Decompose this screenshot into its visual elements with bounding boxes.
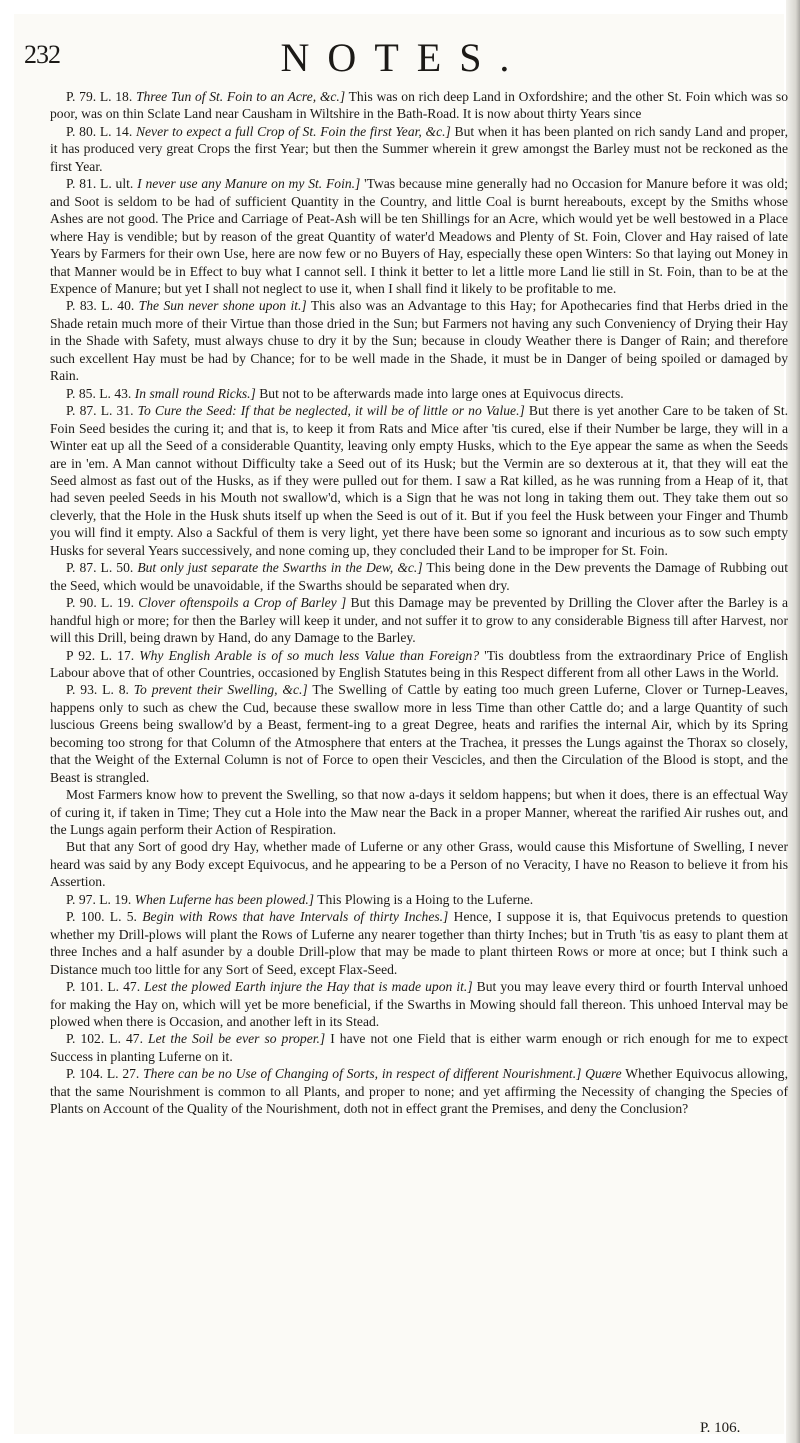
note-lemma: The Sun never shone upon it.] <box>138 298 307 314</box>
note-paragraph <box>50 123 788 175</box>
note-text: I have not one Field that is either warm enough or rich enough for me to expect Success in planting Luferne on it. <box>50 1031 788 1064</box>
note-text: Whether Equivocus allowing, that the same Nourishment is common to all Plants, and proper to none; and yet affirming the Necessity of changing the Species of Plants on Account of the Quality of the Nourishment, doth not in effect grant the Premises, and deny the Conclusion? <box>50 1066 788 1117</box>
note-reference: P. 102. L. 47. <box>66 1031 143 1047</box>
note-paragraph <box>50 786 788 838</box>
note-lemma: Begin with Rows that have Intervals of thirty Inches.] <box>142 909 449 925</box>
note-paragraph <box>50 88 788 123</box>
note-paragraph <box>50 297 788 384</box>
page-number: 232 <box>24 40 60 69</box>
note-lemma: There can be no Use of Changing of Sorts, in respect of different Nourishment.] Quære <box>143 1066 622 1082</box>
note-reference: P. 93. L. 8. <box>66 682 129 698</box>
note-paragraph <box>50 978 788 1030</box>
note-text: Most Farmers know how to prevent the Swelling, so that now a-days it seldom happens; but when it does, there is an effectual Way of curing it, if taken in Time; They cut a Hole into the Maw near the Back in a proper Manner, whereat the rarified Air rushes out, and the Lungs again perform their Action of Respiration. <box>50 787 788 838</box>
page-edge-shadow <box>786 0 800 1443</box>
note-reference: P. 85. L. 43. <box>66 385 132 401</box>
note-text: 'Tis doubtless from the extraordinary Price of English Labour above that of other Countries, occasioned by English Statutes being in this Respect different from all other Laws in the World. <box>50 647 788 680</box>
note-reference: P. 79. L. 18. <box>66 89 133 104</box>
note-lemma: To Cure the Seed: If that be neglected, it will be of little or no Value.] <box>137 403 525 419</box>
notes-body <box>50 88 788 1118</box>
note-text: The Swelling of Cattle by eating too much green Luferne, Clover or Turnep-Leaves, happens only to such as chew the Cud, because these swallow more in less Time than other Cattle do; and a large Quantity of such luscious Greens being swallow'd by a Beast, ferment-ing to a great Degree, heats and rarifies the internal Air, which by its Spring becoming too strong for that Column of the Atmosphere that enters at the Trachea, it presses the Lungs against the Thorax so closely, that the Weight of the External Column is not of Force to open their Vescicles, and then the Circulation of the Blood is stopt, and the Beast is strangled. <box>50 682 788 785</box>
note-text: Hence, I suppose it is, that Equivocus pretends to question whether my Drill-plows will plant the Rows of Luferne any nearer together than thirty Inches; but in Truth 'tis as easy to plant them at three Inches and a half asunder by a double Drill-plow that may be made to plant thirteen Rows or more at once; but I think such a Distance much too little for any Sort of Seed, except Flax-Seed. <box>50 909 789 977</box>
note-reference: P 92. L. 17. <box>66 647 135 663</box>
note-lemma: When Luferne has been plowed.] <box>134 891 315 907</box>
catchword: P. 106. <box>700 1420 741 1436</box>
note-text: 'Twas because mine generally had no Occasion for Manure before it was old; and Soot is seldom to be had of sufficient Quantity in the Country, and little Coal is burnt hereabouts, except by the Smiths whose Ashes are not good. The Price and Carriage of Peat-Ash will be ten Shillings for an Acre, which would yet be well bestowed in a Place where Hay is vendible; but by reason of the great Quantity of water'd Meadows and Plenty of St. Foin, Clover and Hay raised of late Years by Farmers for their own Use, here are now few or no Buyers of Hay, especially these open Winters: So that laying out Money in that Manner would be in Effect to buy what I cannot sell. I think it better to let a little more Land lie still in St. Foin, than to be at the Expence of Manure; but yet I shall not neglect to use it, when I shall find it likely to be profitable to me. <box>50 176 789 296</box>
note-reference: P. 97. L. 19. <box>66 891 132 907</box>
note-lemma: Lest the plowed Earth injure the Hay that is made upon it.] <box>144 979 473 995</box>
note-text: This also was an Advantage to this Hay; for Apothecaries find that Herbs dried in the Shade retain much more of their Virtue than those dried in the Sun; but Farmers not having any such Conveniency of Drying their Hay in the Shade with Safety, must always chuse to dry it by the Sun; because in cloudy Weather there is Danger of Rain; and therefore such excellent Hay must be had by Chance; for to be well made in the Shade, it must be in Danger of being spoiled or damaged by Rain. <box>50 298 788 384</box>
note-lemma: Let the Soil be ever so proper.] <box>148 1031 326 1047</box>
page-header <box>24 35 764 80</box>
note-lemma: Why English Arable is of so much less Value than Foreign? <box>139 647 480 663</box>
note-lemma: But only just separate the Swarths in the Dew, &c.] <box>137 560 423 576</box>
note-reference: P. 90. L. 19. <box>66 595 134 611</box>
note-text: But when it has been planted on rich sandy Land and proper, it has produced very great Crops the first Year; but then the Summer wherein it grew amongst the Barley must not be reckoned as the first Year. <box>50 123 788 174</box>
note-reference: P. 83. L. 40. <box>66 298 135 314</box>
note-paragraph <box>50 594 788 646</box>
note-paragraph <box>50 385 788 402</box>
note-text: This being done in the Dew prevents the Damage of Rubbing out the Seed, which would be unavoidable, if the Swarths should be separated when dry. <box>50 560 788 593</box>
note-text: But that any Sort of good dry Hay, whether made of Luferne or any other Grass, would cause this Misfortune of Swelling, I never heard was said by any Body except Equivocus, and he appearing to be a Person of no Veracity, I have no Reason to believe it from his Assertion. <box>50 839 788 890</box>
note-lemma: Clover oftenspoils a Crop of Barley ] <box>138 595 347 611</box>
running-head: NOTES. <box>280 35 528 80</box>
note-reference: P. 101. L. 47. <box>66 979 141 995</box>
note-reference: P. 87. L. 50. <box>66 560 134 576</box>
note-text: But there is yet another Care to be taken of St. Foin Seed besides the curing it; and that is, to keep it from Rats and Mice after 'tis cured, else if their Number be large, they will in a Winter eat up all the Seed of a considerable Quantity, leaving only empty Husks, which to the Eye appear the same as when the Seeds are in 'em. A Man cannot without Difficulty take a Seed out of its Husk; but the Vermin are so dexterous at it, that they will eat the Seed almost as fast out of the Husks, as if they were pulled out for them. I saw a Rat killed, as he was running from a Heap of it, that had seven peeled Seeds in his Mouth not swallow'd, which is a Sign that he was not long in taking them out. They take them out so cleverly, that the Hole in the Husk shuts itself up when the Seed is out of it. But if you feel the Husk between your Finger and Thumb you will find it empty. Also a Sackful of them is very light, yet there have been some so ignorant and incurious as to sow such empty Husks for several Years successively, and none coming up, they concluded their Land to be improper for St. Foin. <box>50 403 789 558</box>
note-text: This was on rich deep Land in Oxfordshire; and the other St. Foin which was so poor, was on thin Sclate Land near Causham in Wiltshire in the Bath-Road. It is now about thirty Years since <box>50 89 788 122</box>
note-text: But you may leave every third or fourth Interval unhoed for making the Hay on, which will yet be more beneficial, if the Swarths in Mowing should fall thereon. This unhoed Interval may be plowed when there is Occasion, and another left in its Stead. <box>50 979 788 1030</box>
note-paragraph <box>50 647 788 682</box>
note-paragraph <box>50 559 788 594</box>
note-lemma: In small round Ricks.] <box>134 385 256 401</box>
note-reference: P. 100. L. 5. <box>66 909 137 925</box>
note-lemma: Three Tun of St. Foin to an Acre, &c.] <box>135 89 346 104</box>
note-paragraph <box>50 1065 788 1117</box>
note-lemma: Never to expect a full Crop of St. Foin the first Year, &c.] <box>135 123 451 139</box>
note-paragraph <box>50 891 788 908</box>
book-page <box>14 14 789 1436</box>
note-reference: P. 80. L. 14. <box>66 123 133 139</box>
note-paragraph <box>50 838 788 890</box>
note-paragraph <box>50 402 788 559</box>
note-paragraph <box>50 1030 788 1065</box>
note-reference: P. 104. L. 27. <box>66 1066 140 1082</box>
note-text: This Plowing is a Hoing to the Luferne. <box>317 891 534 907</box>
note-paragraph <box>50 908 788 978</box>
note-lemma: I never use any Manure on my St. Foin.] <box>137 176 361 192</box>
note-text: But not to be afterwards made into large ones at Equivocus directs. <box>259 385 624 401</box>
note-paragraph <box>50 175 788 297</box>
note-reference: P. 87. L. 31. <box>66 403 134 419</box>
note-paragraph <box>50 681 788 786</box>
note-reference: P. 81. L. ult. <box>66 176 134 192</box>
note-lemma: To prevent their Swelling, &c.] <box>133 682 308 698</box>
note-text: But this Damage may be prevented by Drilling the Clover after the Barley is a handful high or more; for then the Barley will keep it under, and not suffer it to grow to any considerable Bigness till after Harvest, nor will this Drill, being drawn by Hand, do any Damage to the Barley. <box>50 595 789 646</box>
